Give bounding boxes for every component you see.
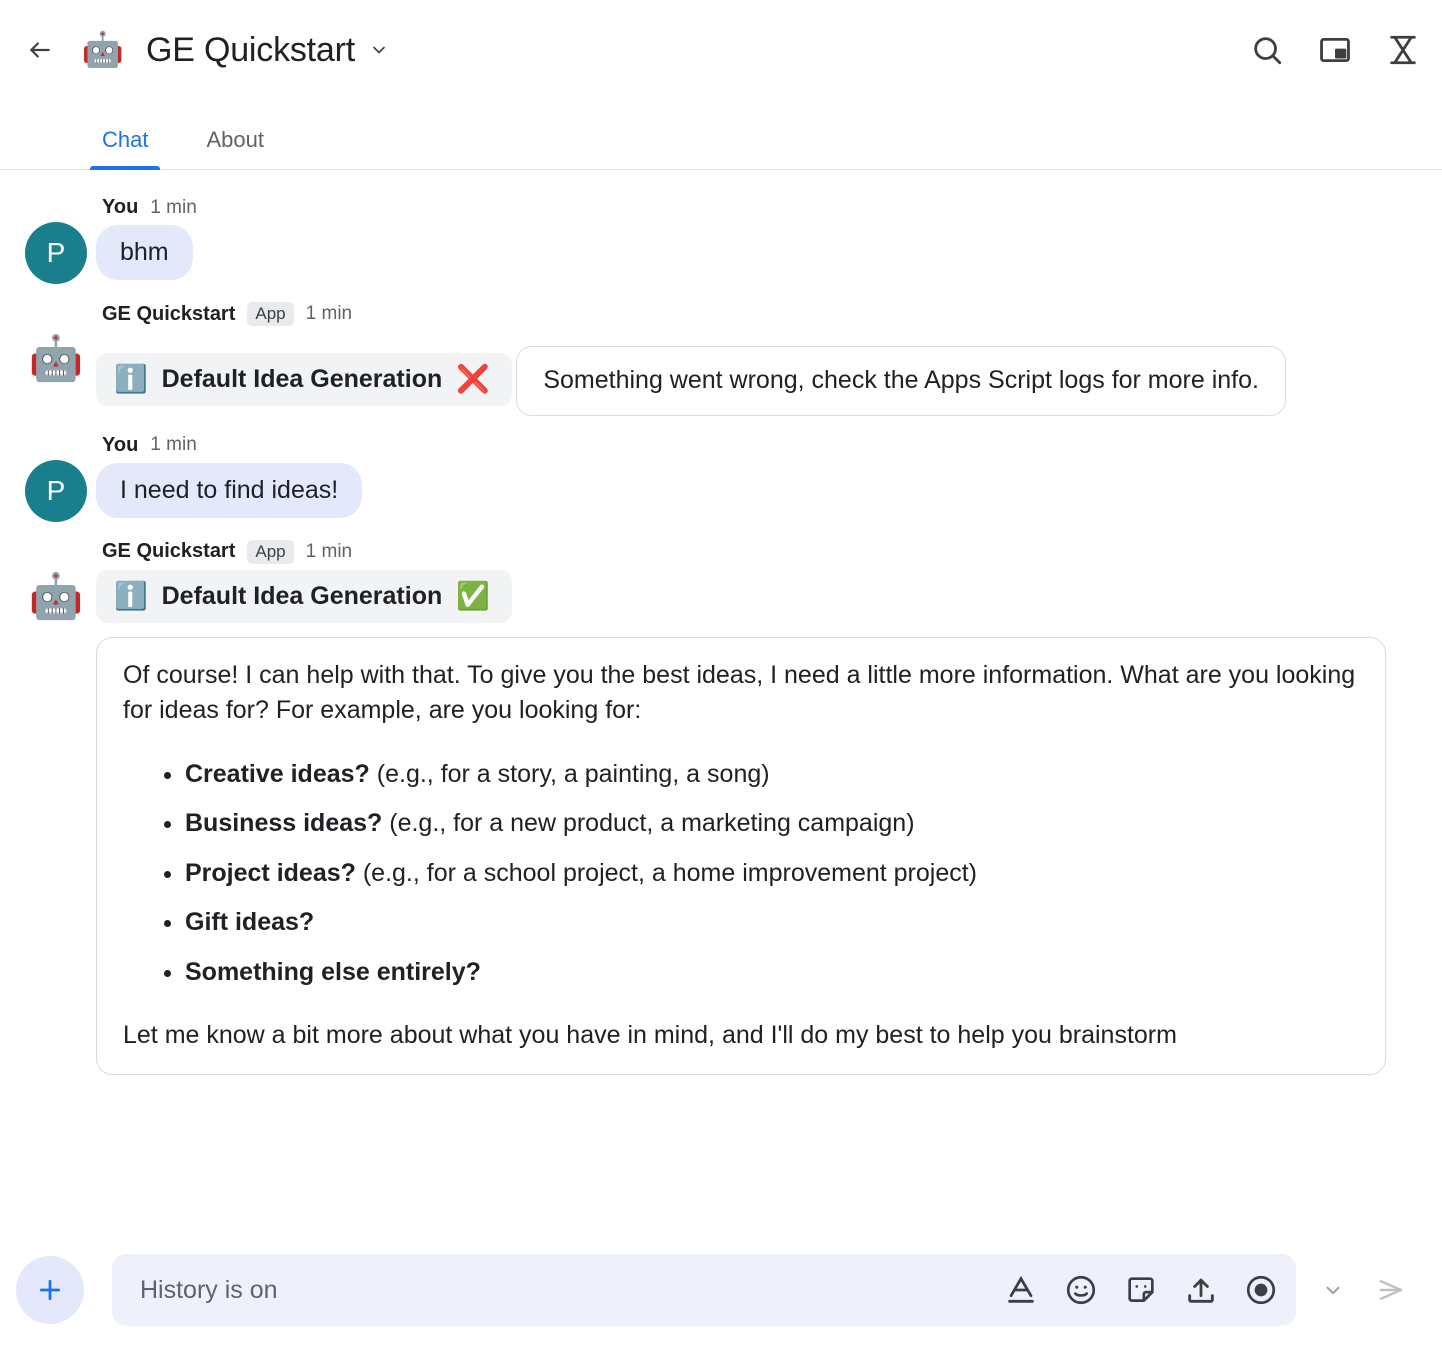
send-button[interactable] [1364,1263,1418,1317]
page-title: GE Quickstart [146,30,356,69]
message-body [96,302,1418,416]
list-item-lead: Gift ideas? [185,908,315,936]
tab-bar [0,100,1442,170]
message-timestamp: 1 min [305,303,353,324]
message-sender: You [102,433,139,456]
message-composer [0,1234,1442,1368]
tab-about[interactable]: About [206,127,264,152]
card-intro-text: Of course! I can help with that. To give you the best ideas, I need a little more information. What are you looking for ideas for? For example, are you looking for: [123,660,1356,724]
format-text-icon[interactable] [1004,1273,1038,1307]
card-body: Something went wrong, check the Apps Script logs for more info. [516,346,1286,416]
send-options-chevron-down-icon[interactable] [1306,1263,1360,1317]
list-item [185,955,1359,991]
list-item [185,757,1359,793]
list-item-lead: Business ideas? [185,809,383,837]
message-timestamp: 1 min [305,540,353,562]
card-header [96,353,512,406]
card-header [96,570,512,623]
record-video-icon[interactable] [1244,1273,1278,1307]
list-item-rest: (e.g., for a new product, a marketing campaign) [382,809,915,837]
chat-title-dropdown[interactable] [146,31,1250,70]
back-button[interactable] [16,26,64,74]
avatar: P [25,222,87,284]
chevron-down-icon [369,40,389,60]
card-title-text: Default Idea Generation [161,581,443,610]
cross-mark-emoji-icon: ❌ [456,364,490,394]
plus-icon [35,1275,65,1305]
card-title-text: Default Idea Generation [161,365,443,393]
send-controls [1306,1263,1418,1317]
message-input-container[interactable] [112,1254,1296,1326]
list-item-lead: Something else entirely? [185,957,481,986]
message-sender: You [102,196,139,218]
collapse-icon[interactable] [1386,33,1420,67]
message-list [0,170,1442,1234]
list-item-rest: (e.g., for a story, a painting, a song) [369,759,770,788]
message-bubble: I need to find ideas! [96,463,362,518]
pip-icon[interactable] [1318,33,1352,67]
list-item-lead: Creative ideas? [185,759,370,788]
message-item [16,302,1418,416]
message-meta [96,302,1418,326]
send-icon [1376,1275,1406,1305]
message-meta [96,196,1418,219]
back-arrow-icon [27,37,53,63]
message-input[interactable] [138,1275,988,1306]
emoji-icon[interactable] [1064,1273,1098,1307]
tab-chat[interactable]: Chat [96,127,154,169]
message-sender: GE Quickstart [102,302,236,325]
list-item [185,856,1359,892]
message-body [96,434,1418,522]
card-outro-text: Let me know a bit more about what you have in mind, and I'll do my best to help you brainstorm [123,1021,1177,1049]
avatar: P [25,460,87,522]
message-timestamp: 1 min [150,434,197,455]
app-avatar-icon: 🤖 [81,31,125,69]
avatar-column [16,434,96,522]
information-emoji-icon: ℹ️ [114,580,148,611]
app-badge: App [247,540,293,564]
app-badge: App [247,302,293,326]
avatar-column [16,302,96,416]
information-emoji-icon: ℹ️ [114,364,148,394]
message-body [96,540,1418,1075]
list-item-rest: (e.g., for a school project, a home improvement project) [355,858,978,887]
upload-file-icon[interactable] [1184,1273,1218,1307]
card-body [96,637,1386,1075]
message-sender: GE Quickstart [102,540,236,562]
add-attachment-button[interactable] [16,1256,84,1324]
avatar-column [16,196,96,284]
robot-avatar-icon: 🤖 [28,334,84,383]
composer-tools [1004,1273,1278,1307]
message-bubble: bhm [96,225,193,280]
message-item [16,540,1418,1075]
window-header [0,0,1442,100]
message-meta [96,434,1418,457]
list-item [185,905,1359,941]
message-body [96,196,1418,284]
idea-category-list [123,757,1359,991]
check-mark-emoji-icon: ✅ [456,580,490,611]
message-meta [96,540,1418,564]
list-item-lead: Project ideas? [185,858,356,887]
header-actions [1250,33,1420,67]
robot-avatar-icon: 🤖 [28,571,84,621]
avatar-column [16,540,96,1075]
search-icon[interactable] [1250,33,1284,67]
message-item [16,196,1418,284]
sticker-icon[interactable] [1124,1273,1158,1307]
list-item [185,806,1359,842]
message-timestamp: 1 min [150,196,197,218]
message-item [16,434,1418,522]
